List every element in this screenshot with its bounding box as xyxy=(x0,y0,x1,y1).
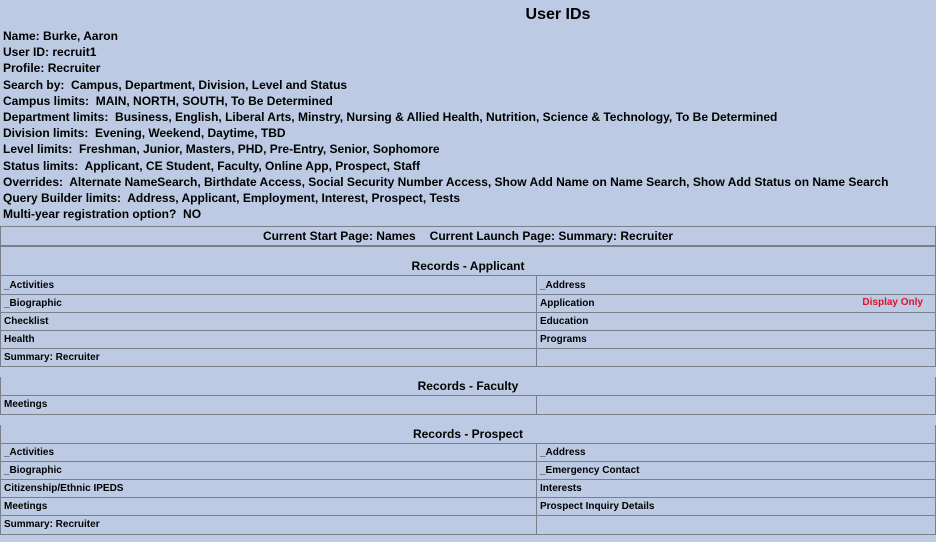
record-link[interactable]: Checklist xyxy=(1,312,537,330)
empty-cell xyxy=(537,349,936,367)
info-value: MAIN, NORTH, SOUTH, To Be Determined xyxy=(92,93,333,108)
table-row xyxy=(1,331,936,349)
info-value: Address, Applicant, Employment, Interest, Prospect, Tests xyxy=(124,191,461,206)
info-user-id xyxy=(3,44,936,60)
records-prospect-table xyxy=(0,443,936,535)
records-faculty-section xyxy=(0,377,936,395)
current-start-page: Current Start Page: Names xyxy=(262,229,416,244)
record-link[interactable]: _Emergency Contact xyxy=(537,461,936,479)
info-value: Alternate NameSearch, Birthdate Access, Social Security Number Access, Show Add Name on Name Search, Show Add Status on Name Search xyxy=(66,174,889,189)
info-label: Level limits: xyxy=(3,142,73,157)
empty-cell xyxy=(537,516,936,534)
info-label: Campus limits: xyxy=(3,93,90,108)
info-status-limits xyxy=(3,158,936,174)
records-prospect-section xyxy=(0,425,936,443)
empty-cell xyxy=(537,396,936,414)
info-search-by xyxy=(3,77,936,93)
table-row xyxy=(1,294,936,312)
info-query-builder-limits xyxy=(3,190,936,206)
info-label: Query Builder limits: xyxy=(3,191,122,206)
current-pages-bar xyxy=(0,226,936,246)
records-applicant-title: Records - Applicant xyxy=(411,259,525,274)
records-applicant-table xyxy=(0,275,936,367)
table-row xyxy=(1,461,936,479)
table-row xyxy=(1,443,936,461)
record-link[interactable]: Health xyxy=(1,331,537,349)
info-value: recruit1 xyxy=(52,45,97,60)
record-link[interactable]: _Activities xyxy=(1,276,537,294)
info-label: Name: xyxy=(3,29,40,43)
record-link[interactable]: Citizenship/Ethnic IPEDS xyxy=(1,479,537,497)
info-label: Overrides: xyxy=(3,174,64,189)
records-faculty-table xyxy=(0,395,936,414)
info-label: Division limits: xyxy=(3,126,89,141)
info-division-limits xyxy=(3,125,936,141)
info-overrides xyxy=(3,174,936,190)
info-value: Evening, Weekend, Daytime, TBD xyxy=(91,126,286,141)
info-label: Department limits: xyxy=(3,110,109,125)
record-cell xyxy=(537,294,936,312)
table-row xyxy=(1,498,936,516)
display-only-badge: Display Only xyxy=(862,296,923,308)
info-value: Campus, Department, Division, Level and Status xyxy=(67,77,348,92)
record-link[interactable]: Summary: Recruiter xyxy=(1,349,537,367)
info-value: Applicant, CE Student, Faculty, Online App, Prospect, Staff xyxy=(81,158,420,173)
info-profile xyxy=(3,60,936,76)
info-campus-limits xyxy=(3,93,936,109)
table-row xyxy=(1,312,936,330)
info-value: NO xyxy=(179,207,202,222)
user-info xyxy=(0,28,936,222)
table-row xyxy=(1,396,936,414)
record-link[interactable]: _Biographic xyxy=(1,294,537,312)
info-name xyxy=(3,28,936,44)
info-label: Search by: xyxy=(3,77,65,92)
record-link[interactable]: Meetings xyxy=(1,396,537,414)
record-link[interactable]: _Address xyxy=(537,443,936,461)
info-value: Burke, Aaron xyxy=(43,29,118,43)
record-link[interactable]: _Address xyxy=(537,276,936,294)
records-applicant-section xyxy=(0,246,936,275)
record-link[interactable]: _Activities xyxy=(1,443,537,461)
info-department-limits xyxy=(3,109,936,125)
table-row xyxy=(1,479,936,497)
info-value: Freshman, Junior, Masters, PHD, Pre-Entry, Senior, Sophomore xyxy=(75,142,440,157)
info-label: Profile: xyxy=(3,61,45,76)
records-faculty-title: Records - Faculty xyxy=(417,379,519,394)
record-link[interactable]: Interests xyxy=(537,479,936,497)
record-link[interactable]: Prospect Inquiry Details xyxy=(537,498,936,516)
page-title: User IDs xyxy=(525,6,591,23)
info-label: Multi-year registration option? xyxy=(3,207,177,222)
record-link[interactable]: Programs xyxy=(537,331,936,349)
table-row xyxy=(1,349,936,367)
current-launch-page: Current Launch Page: Summary: Recruiter xyxy=(429,229,674,244)
record-link[interactable]: Education xyxy=(537,312,936,330)
info-value: Recruiter xyxy=(47,61,101,76)
record-link[interactable]: Meetings xyxy=(1,498,537,516)
records-prospect-title: Records - Prospect xyxy=(412,426,524,441)
table-row xyxy=(1,276,936,294)
info-value: Business, English, Liberal Arts, Minstry, Nursing & Allied Health, Nutrition, Science & Technology, To Be Determined xyxy=(111,110,778,125)
info-multi-year xyxy=(3,206,936,222)
record-link[interactable]: Application xyxy=(540,297,595,309)
info-label: User ID: xyxy=(3,45,50,60)
record-link[interactable]: Summary: Recruiter xyxy=(1,516,537,534)
table-row xyxy=(1,516,936,534)
record-link[interactable]: _Biographic xyxy=(1,461,537,479)
info-label: Status limits: xyxy=(3,158,79,173)
info-level-limits xyxy=(3,141,936,157)
